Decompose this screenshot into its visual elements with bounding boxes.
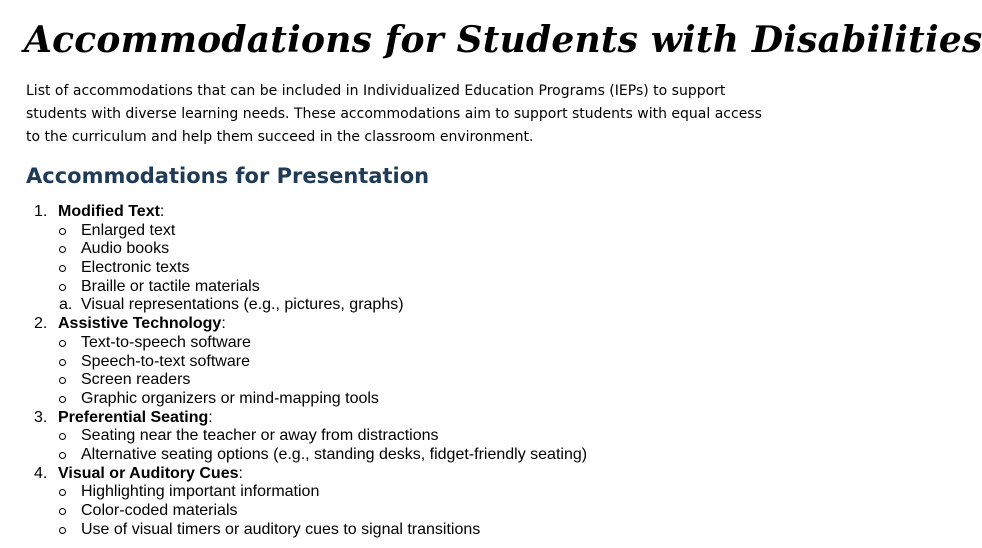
sub-list-item-text: Visual representations (e.g., pictures, graphs) bbox=[81, 296, 404, 314]
section-heading: Accommodations for Presentation bbox=[26, 164, 430, 188]
bullet-circle-icon bbox=[59, 377, 66, 384]
list-item-suffix: : bbox=[159, 203, 165, 220]
intro-paragraph: List of accommodations that can be included in Individualized Education Programs (IEPs) to support students with diverse learning needs. These accommodations aim to support students with equal access to the curriculum and help them succeed in the classroom environment. bbox=[26, 83, 762, 145]
bullet-circle-icon bbox=[59, 527, 66, 534]
sub-list-item-text: Electronic texts bbox=[81, 259, 190, 277]
accommodations-list bbox=[0, 203, 794, 539]
sub-list-item bbox=[0, 446, 794, 465]
sub-list-item-text: Color-coded materials bbox=[81, 502, 238, 519]
sub-list-item-text: Use of visual timers or auditory cues to signal transitions bbox=[81, 520, 481, 538]
sub-list-item-text: Alternative seating options (e.g., standing desks, fidget-friendly seating) bbox=[81, 445, 588, 463]
sub-list-item-text: Speech-to-text software bbox=[81, 352, 250, 370]
sub-list-item-text: Screen readers bbox=[81, 371, 191, 389]
list-item-label: Assistive Technology bbox=[58, 315, 222, 333]
sub-list-item bbox=[0, 222, 794, 241]
list-item-suffix: : bbox=[221, 315, 226, 333]
sub-list-item bbox=[0, 259, 794, 278]
list-number: 4. bbox=[34, 464, 48, 482]
list-item bbox=[0, 409, 794, 428]
sub-list-letter: a. bbox=[59, 296, 73, 314]
sub-list-item bbox=[0, 427, 794, 446]
bullet-circle-icon bbox=[59, 265, 66, 272]
list-item-text bbox=[58, 409, 213, 428]
sub-list-item bbox=[0, 483, 794, 502]
bullet-circle-icon bbox=[59, 284, 66, 291]
sub-list-item-text: Highlighting important information bbox=[81, 483, 320, 501]
list-item-suffix: : bbox=[238, 464, 243, 482]
bullet-circle-icon bbox=[59, 246, 66, 253]
sub-list-item bbox=[0, 278, 794, 297]
list-item-text bbox=[58, 203, 164, 222]
bullet-circle-icon bbox=[59, 508, 66, 515]
list-item-text bbox=[58, 315, 226, 334]
sub-list-item-text: Seating near the teacher or away from distractions bbox=[81, 427, 439, 445]
list-item-suffix: : bbox=[208, 408, 213, 426]
list-item-label: Preferential Seating bbox=[58, 408, 209, 426]
sub-list-item-text: Audio books bbox=[81, 240, 170, 258]
list-item bbox=[0, 465, 794, 484]
document-title: Accommodations for Students with Disabilities bbox=[24, 19, 982, 61]
sub-list-item bbox=[0, 353, 794, 372]
list-item-text bbox=[58, 465, 243, 484]
bullet-circle-icon bbox=[59, 228, 66, 235]
sub-list-item bbox=[0, 296, 794, 315]
bullet-circle-icon bbox=[59, 340, 66, 347]
list-number: 2. bbox=[34, 315, 48, 333]
sub-list-item-text: Braille or tactile materials bbox=[81, 277, 260, 295]
bullet-circle-icon bbox=[59, 433, 66, 440]
list-item-label: Modified Text bbox=[58, 203, 160, 220]
sub-list-item-text: Enlarged text bbox=[81, 221, 176, 239]
list-number: 3. bbox=[34, 408, 48, 426]
sub-list-item bbox=[0, 521, 794, 540]
list-item bbox=[0, 203, 794, 222]
bullet-circle-icon bbox=[59, 452, 66, 459]
sub-list-item bbox=[0, 390, 794, 409]
sub-list-item-text: Text-to-speech software bbox=[81, 333, 251, 351]
sub-list-item-text: Graphic organizers or mind-mapping tools bbox=[81, 389, 379, 407]
sub-list-item bbox=[0, 371, 794, 390]
list-item bbox=[0, 315, 794, 334]
sub-list-item bbox=[0, 240, 794, 259]
bullet-circle-icon bbox=[59, 359, 66, 366]
sub-list-item bbox=[0, 502, 794, 521]
bullet-circle-icon bbox=[59, 396, 66, 403]
list-number: 1. bbox=[34, 203, 48, 220]
sub-list-item bbox=[0, 334, 794, 353]
bullet-circle-icon bbox=[59, 489, 66, 496]
list-item-label: Visual or Auditory Cues bbox=[58, 464, 239, 482]
